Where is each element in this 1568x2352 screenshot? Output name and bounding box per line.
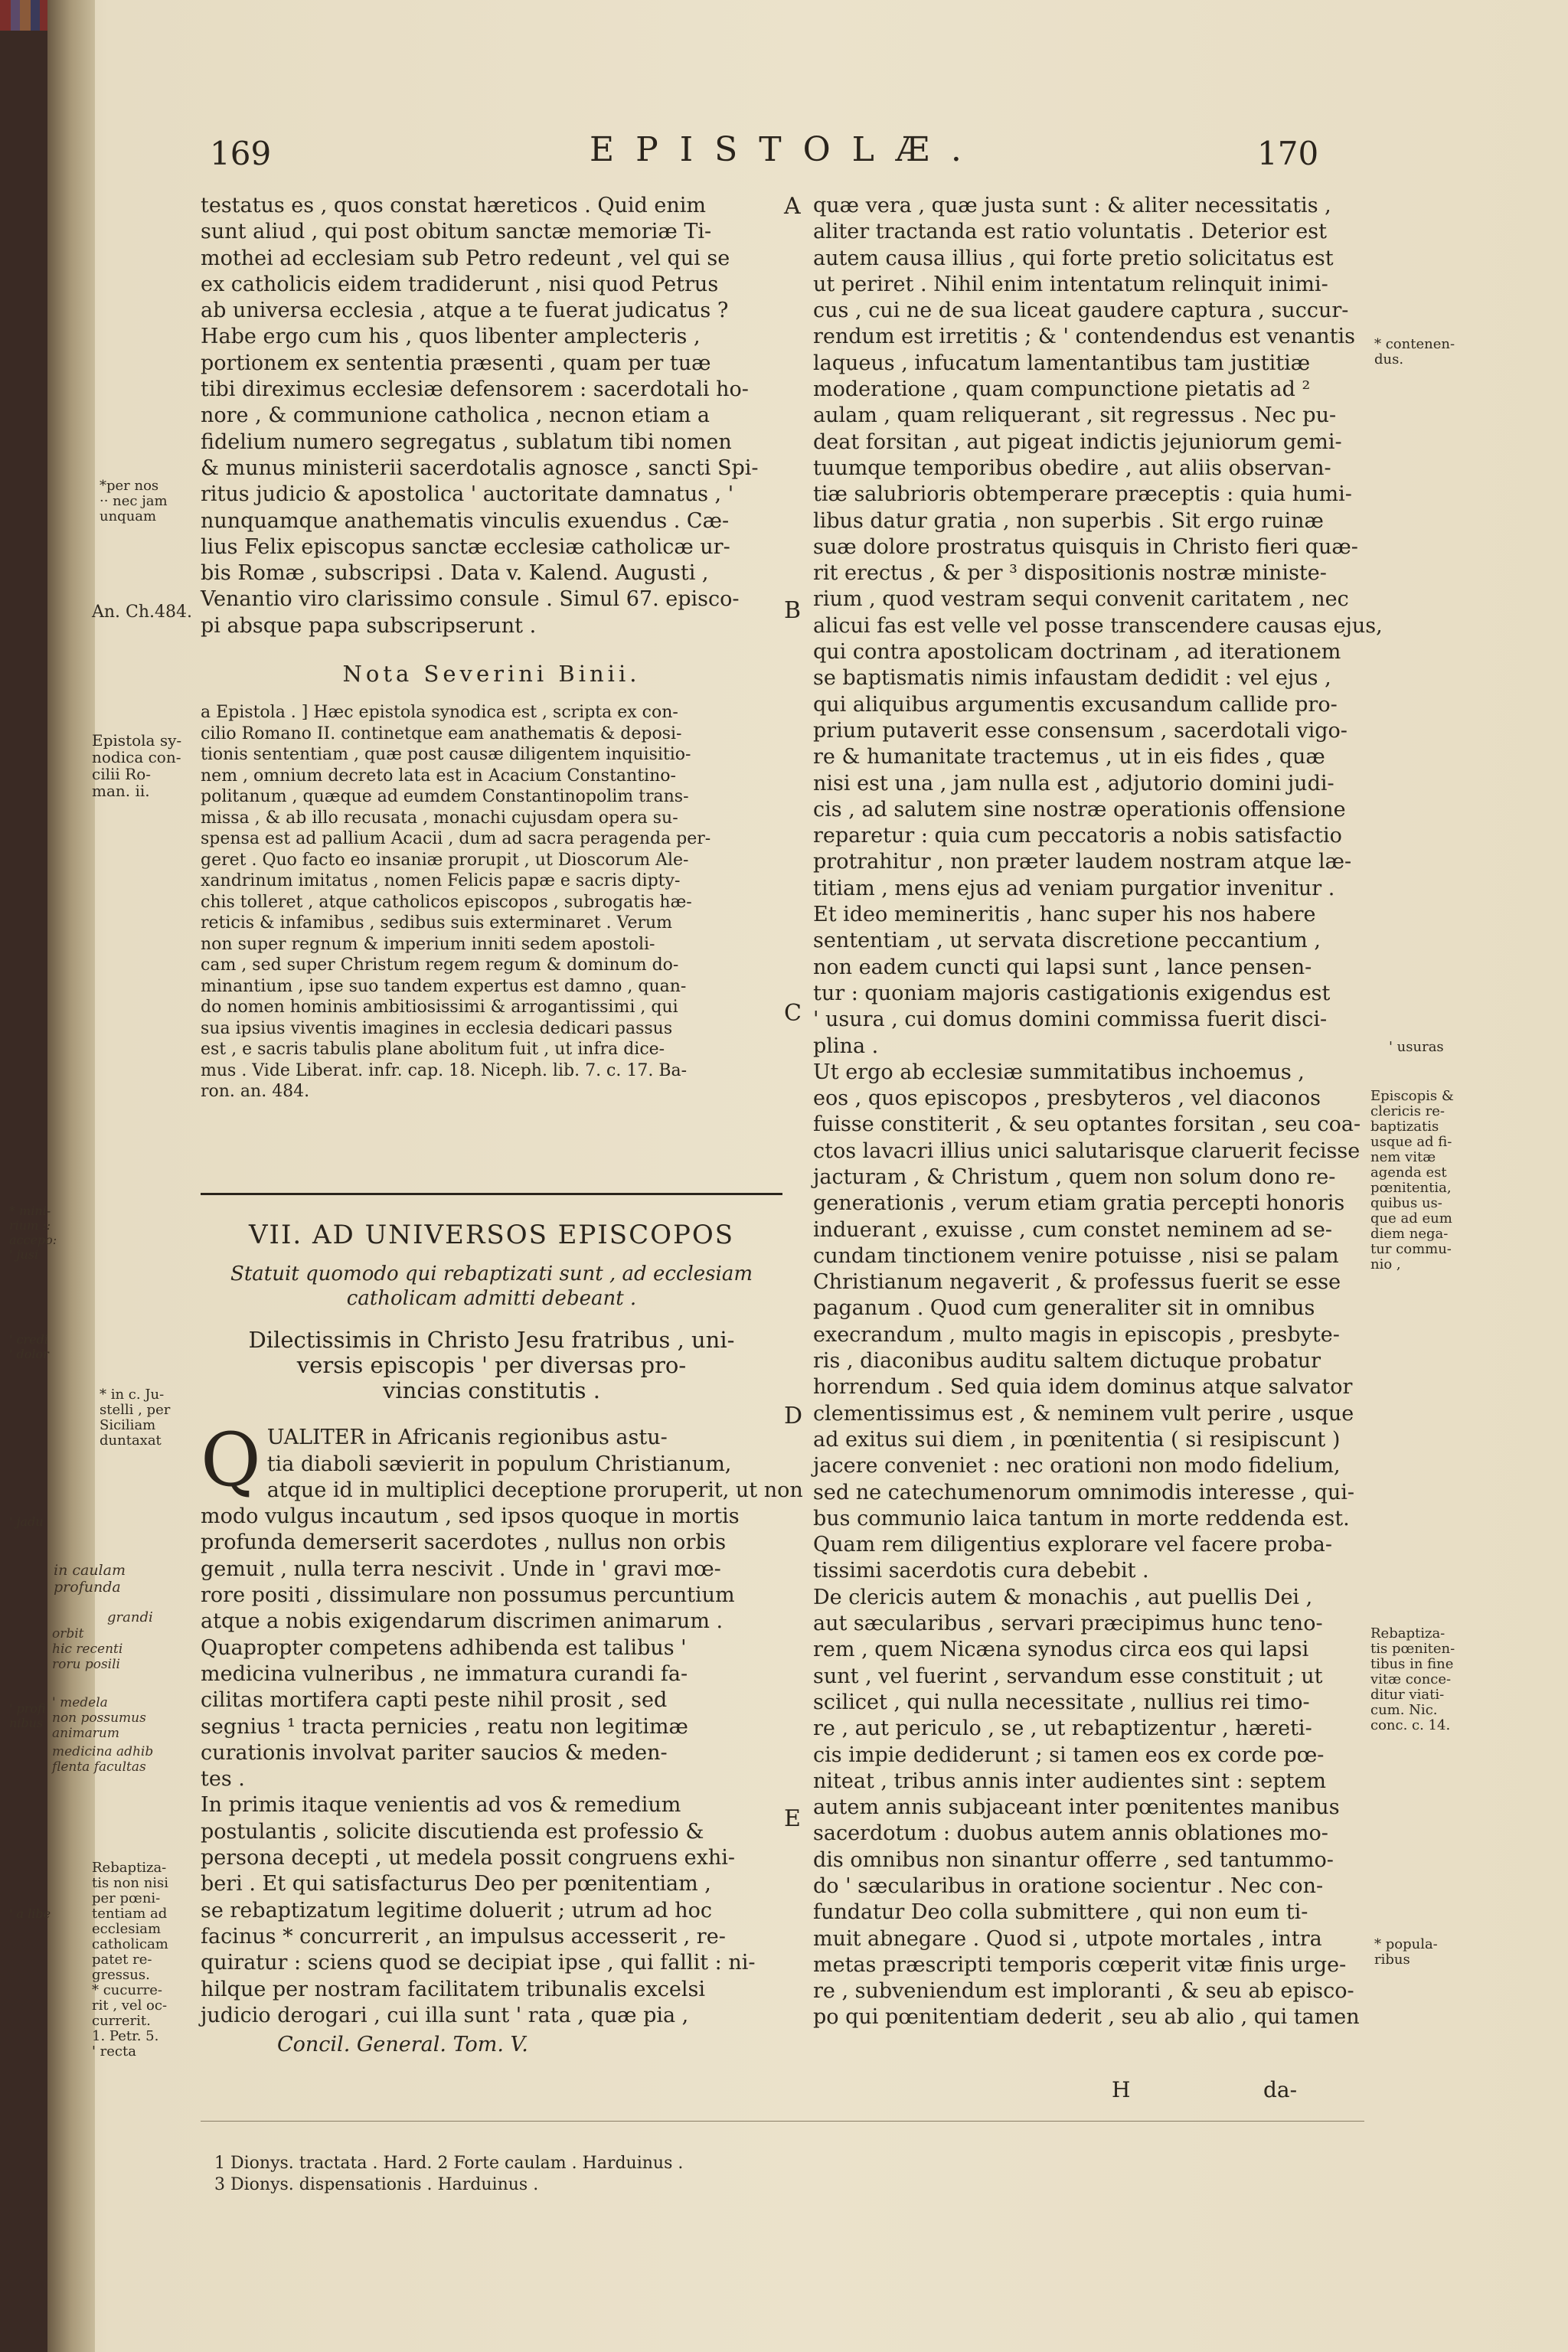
nota-line: est , e sacris tabulis plane abolitum fuit , ut infra dice- (201, 1040, 665, 1060)
text-line: nore , & communione catholica , necnon etiam a (201, 403, 710, 428)
handwritten-note-3: ' jadu (9, 1514, 44, 1529)
text-line: re , subveniendum est imploranti , & seu ab episco- (813, 1979, 1354, 2004)
margin-note-rebaptizatis: Rebaptiza- tis non nisi per pœni- tentiam ad ecclesiam catholicam patet re- gressus. * cucurre- rit , vel oc- currerit. 1. Petr. 5. ' recta (92, 1860, 169, 2060)
text-line: tibi direximus ecclesiæ defensorem : sacerdotali ho- (201, 377, 749, 402)
margin-note-contenendus: * contenen- dus. (1374, 336, 1455, 368)
text-line: do ' sæcularibus in oratione socientur . Nec con- (813, 1874, 1324, 1898)
text-line: De clericis autem & monachis , aut puellis Dei , (813, 1585, 1313, 1609)
body-line: In primis itaque venientis ad vos & remedium (201, 1793, 681, 1818)
right-column-text (813, 193, 1383, 2031)
letter-body (201, 1417, 803, 2029)
nota-line: geret . Quo facto eo insaniæ prorupit , ut Dioscorum Ale- (201, 850, 689, 870)
text-line: cus , cui ne de sua liceat gaudere captura , succur- (813, 299, 1349, 323)
handwritten-note-5: grandi (107, 1609, 153, 1625)
body-line: modo vulgus incautum , sed ipsos quoque in mortis (201, 1504, 740, 1529)
text-line: qui contra apostolicam doctrinam , ad iterationem (813, 640, 1341, 665)
body-line: rore positi , dissimulare non possumus percuntium (201, 1583, 735, 1608)
page-number-right: 170 (1257, 135, 1319, 172)
handwritten-note-8: medicina adhib flenta facultas (52, 1744, 154, 1775)
summary-line: Statuit quomodo qui rebaptizati sunt , ad ecclesiam (230, 1263, 753, 1286)
text-line: nisi est una , jam nulla est , adjutorio domini judi- (813, 771, 1334, 795)
text-line: bus communio laica tantum in morte reddenda est. (813, 1506, 1350, 1530)
text-line: ' usura , cui domus domini commissa fuerit disci- (813, 1008, 1328, 1032)
center-letter-c: C (784, 1000, 802, 1027)
text-line: autem annis subjaceant inter pœnitentes manibus (813, 1795, 1340, 1820)
text-line: pi absque papa subscripserunt . (201, 613, 537, 638)
text-line: eos , quos episcopos , presbyteros , vel diaconos (813, 1086, 1321, 1111)
section-heading: VII. AD UNIVERSOS EPISCOPOS (248, 1220, 735, 1250)
nota-line: cilio Romano II. continetque eam anathematis & deposi- (201, 724, 682, 743)
text-line: re , aut periculo , se , ut rebaptizentur , hæreti- (813, 1717, 1312, 1741)
body-line: quiratur : sciens quod se decipiat ipse , qui fallit : ni- (201, 1951, 756, 1975)
nota-line: nem , omnium decreto lata est in Acacium Constantino- (201, 766, 676, 786)
text-line: niteat , tribus annis inter audientes sint : septem (813, 1769, 1326, 1793)
catchword: da- (1263, 2077, 1298, 2102)
address-line: versis episcopis ' per diversas pro- (296, 1352, 687, 1379)
volume-signature: Concil. General. Tom. V. (277, 2033, 528, 2057)
text-line: bis Romæ , subscripsi . Data v. Kalend. Augusti , (201, 561, 709, 586)
text-line: re & humanitate tractemus , ut in eis fides , quæ (813, 745, 1325, 769)
text-line: & munus ministerii sacerdotalis agnosce , sancti Spi- (201, 456, 759, 480)
text-line: plina . (813, 1034, 879, 1058)
center-letter-d: D (784, 1403, 803, 1429)
text-line: fidelium numero segregatus , sublatum tibi nomen (201, 430, 732, 454)
margin-note-justelli: * in c. Ju- stelli , per Siciliam duntaxat (100, 1387, 171, 1449)
margin-note-epistola: Epistola sy- nodica con- cilii Ro- man. ii. (92, 731, 182, 800)
left-column (201, 193, 782, 1102)
footnote-rule (201, 2121, 1364, 2122)
text-line: se baptismatis nimis infaustam dedidit : vel ejus , (813, 666, 1331, 691)
nota-text (201, 702, 782, 1102)
text-line: non eadem cuncti qui lapsi sunt , lance pensen- (813, 955, 1312, 979)
letter-body-lines (201, 1417, 803, 2029)
footnote-line-1: 1 Dionys. tractata . Hard. 2 Forte caulam . Harduinus . (214, 2154, 684, 2173)
body-line: cilitas mortifera capti peste nihil prosit , sed (201, 1688, 668, 1713)
text-line: Ut ergo ab ecclesiæ summitatibus inchoemus , (813, 1060, 1305, 1084)
text-line: ris , diaconibus auditu saltem dictuque probatur (813, 1349, 1321, 1374)
nota-line: mus . Vide Liberat. infr. cap. 18. Niceph. lib. 7. c. 17. Ba- (201, 1060, 688, 1080)
nota-line: spensa est ad pallium Acacii , dum ad sacra peragenda per- (201, 829, 711, 849)
text-line: Quam rem diligentius explorare vel facere proba- (813, 1533, 1332, 1557)
body-line: beri . Et qui satisfacturus Deo per pœnitentiam , (201, 1872, 711, 1896)
drop-capital: Q (201, 1417, 261, 1504)
text-line: portionem ex sententia præsenti , quam per tuæ (201, 351, 711, 375)
text-line: ctos lavacri illius unici salutarisque claruerit fecisse (813, 1138, 1361, 1163)
text-line: sunt aliud , qui post obitum sanctæ memoriæ Ti- (201, 220, 712, 244)
text-line: Et ideo memineritis , hanc super his nos habere (813, 903, 1316, 927)
body-line: gemuit , nulla terra nescivit . Unde in ' gravi mœ- (201, 1557, 721, 1581)
text-line: paganum . Quod cum generaliter sit in omnibus (813, 1296, 1315, 1321)
text-line: po qui pœnitentiam dederit , seu ab alio , qui tamen (813, 2005, 1360, 2030)
body-line: segnius ¹ tracta pernicies , reatu non legitimæ (201, 1714, 688, 1739)
nota-line: non super regnum & imperium inniti sedem apostoli- (201, 934, 655, 954)
text-line: qui aliquibus argumentis excusandum callide pro- (813, 692, 1338, 717)
left-top-text (201, 193, 782, 639)
center-letter-b: B (784, 597, 802, 624)
body-line: atque id in multiplici deceptione proruperit, ut non (266, 1478, 803, 1502)
body-line: profunda demerserit sacerdotes , nullus non orbis (201, 1530, 727, 1555)
text-line: lius Felix episcopus sanctæ ecclesiæ catholicæ ur- (201, 534, 730, 559)
text-line: libus datur gratia , non superbis . Sit ergo ruinæ (813, 508, 1324, 533)
body-line: se rebaptizatum legitime doluerit ; utrum ad hoc (201, 1898, 713, 1922)
body-line: hilque per nostram facilitatem tribunalis excelsi (201, 1977, 705, 2001)
nota-line: a Epistola . ] Hæc epistola synodica est , scripta ex con- (201, 703, 678, 723)
margin-note-per-nos: *per nos ·· nec jam unquam (100, 478, 168, 524)
text-line: jacturam , & Christum , quem non solum dono re- (813, 1165, 1336, 1189)
nota-line: tionis sententiam , quæ post causæ diligentem inquisitio- (201, 745, 691, 765)
nota-line: politanum , quæque ad eumdem Constantinopolim trans- (201, 787, 689, 807)
address-line: vincias constitutis . (382, 1377, 600, 1404)
body-line: curationis involvat pariter saucios & meden- (201, 1740, 668, 1765)
text-line: testatus es , quos constat hæreticos . Quid enim (201, 194, 707, 217)
text-line: reparetur : quia cum peccatoris a nobis satisfactio (813, 824, 1342, 848)
text-line: suæ dolore prostratus quisquis in Christo fieri quæ- (813, 534, 1358, 559)
margin-note-rebaptizatis-poenitentibus: Rebaptiza- tis pœniten- tibus in fine vitæ conce- ditur viati- cum. Nic. conc. c. 14. (1370, 1625, 1455, 1733)
text-line: cis impie dediderunt ; si tamen eos ex corde pœ- (813, 1743, 1325, 1767)
text-line: metas præscripti temporis cœperit vitæ finis urge- (813, 1952, 1347, 1977)
nota-line: reticis & infamibus , sedibus suis exterminaret . Verum (201, 913, 673, 933)
body-line: UALITER in Africanis regionibus astu- (266, 1426, 668, 1450)
text-line: cis , ad salutem sine nostræ operationis offensione (813, 797, 1346, 822)
text-line: ritus judicio & apostolica ' auctoritate damnatus , ' (201, 482, 734, 507)
nota-line: sua ipsius viventis imagines in ecclesia dedicari passus (201, 1018, 673, 1038)
text-line: fuisse constiterit , & seu optantes forsitan , seu coa- (813, 1112, 1361, 1137)
nota-line: xandrinum imitatus , nomen Felicis papæ e sacris dipty- (201, 871, 681, 891)
section-rule (201, 1193, 782, 1195)
text-line: moderatione , quam compunctione pietatis ad ² (813, 377, 1311, 402)
text-line: ut periret . Nihil enim intentatum relinquit inimi- (813, 272, 1328, 296)
text-line: sunt , vel fuerint , servandum esse constituit ; ut (813, 1664, 1323, 1688)
text-line: rem , quem Nicæna synodus circa eos qui lapsi (813, 1638, 1309, 1662)
handwritten-note-2: ' credi ' dolor (9, 1332, 49, 1361)
signature-mark: H (1112, 2077, 1131, 2102)
text-line: Christianum negaverit , & professus fuerit se esse (813, 1270, 1341, 1295)
body-line: judicio derogari , cui illa sunt ' rata , quæ pia , (201, 2003, 689, 2027)
text-line: sententiam , ut servata discretione peccantium , (813, 929, 1321, 953)
text-line: jacere conveniet : nec orationi non modo fidelium, (813, 1454, 1341, 1478)
margin-note-usuras: ' usuras (1389, 1039, 1444, 1055)
margin-note-year: An. Ch.484. (92, 603, 193, 622)
body-line: medicina vulneribus , ne immatura curandi fa- (201, 1661, 688, 1686)
text-line: rium , quod vestram sequi convenit caritatem , nec (813, 587, 1349, 612)
page-gutter (47, 0, 95, 2352)
page-number-left: 169 (210, 135, 272, 172)
handwritten-note-4: in caulam profunda (54, 1562, 126, 1596)
text-line: deat forsitan , aut pigeat indictis jejuniorum gemi- (813, 430, 1342, 454)
text-line: ex catholicis eidem tradiderunt , nisi quod Petrus (201, 272, 719, 296)
center-letter-a: A (784, 193, 801, 220)
handwritten-note-6: orbit hic recenti roru posili (52, 1626, 123, 1672)
text-line: muit abnegare . Quod si , utpote mortales , intra (813, 1926, 1322, 1951)
text-line: nunquamque anathematis vinculis exuendus . Cæ- (201, 508, 730, 533)
body-line: tia diaboli sævierit in populum Christianum, (266, 1452, 732, 1476)
body-line: tes . (201, 1767, 245, 1792)
footnote-line-2: 3 Dionys. dispensationis . Harduinus . (214, 2175, 539, 2194)
body-line: Quapropter competens adhibenda est talibus ' (201, 1635, 687, 1660)
text-line: sacerdotum : duobus autem annis oblationes mo- (813, 1821, 1328, 1846)
book-page (9, 0, 1568, 2352)
text-line: execrandum , multo magis in episcopis , presbyte- (813, 1322, 1340, 1347)
text-line: aliter tractanda est ratio voluntatis . Deterior est (813, 220, 1327, 244)
text-line: aut sæcularibus , servari præcipimus hunc teno- (813, 1612, 1323, 1636)
summary-line: catholicam admitti debeant . (346, 1287, 637, 1311)
nota-line: chis tolleret , atque catholicos episcopos , subrogatis hæ- (201, 892, 692, 912)
nota-line: minantium , ipse suo tandem expertus est damno , quan- (201, 976, 687, 996)
body-line: postulantis , solicite discutienda est professio & (201, 1819, 704, 1844)
text-line: prium putaverit esse consensum , sacerdotali vigo- (813, 718, 1348, 743)
text-line: autem causa illius , qui forte pretio solicitatus est (813, 246, 1334, 270)
text-line: induerant , exuisse , cum constet neminem ad se- (813, 1217, 1332, 1242)
text-line: tiæ salubrioris obtemperare præceptis : quia humi- (813, 482, 1352, 507)
section-summary (201, 1262, 782, 1311)
text-line: tissimi sacerdotis cura debebit . (813, 1559, 1149, 1583)
text-line: horrendum . Sed quia idem dominus atque salvator (813, 1375, 1353, 1400)
text-line: protrahitur , non præter laudem nostram atque læ- (813, 850, 1352, 874)
handwritten-note-7: ' medela non possumus animarum (52, 1695, 146, 1741)
nota-line: missa , & ab illo recusata , monachi cujusdam opera su- (201, 808, 678, 828)
handwritten-note-1: * mini- rium :: accepo: ' jusi (9, 1204, 57, 1262)
text-line: aulam , quam reliquerant , sit regressus . Nec pu- (813, 403, 1337, 428)
text-line: Venantio viro clarissimo consule . Simul 67. episco- (201, 587, 740, 612)
letter-address (201, 1328, 782, 1403)
text-line: titiam , mens ejus ad veniam purgatior invenitur . (813, 876, 1335, 900)
text-line: mothei ad ecclesiam sub Petro redeunt , vel qui se (201, 246, 730, 270)
nota-line: cam , sed super Christum regem regum & dominum do- (201, 956, 679, 975)
text-line: generationis , verum etiam gratia percepti honoris (813, 1191, 1345, 1216)
text-line: dis omnibus non sinantur offerre , sed tantummo- (813, 1847, 1334, 1872)
text-line: fundatur Deo colla submittere , qui non eum ti- (813, 1900, 1308, 1925)
nota-title: Nota Severini Binii. (342, 661, 641, 688)
left-column-section (201, 1220, 803, 2058)
body-line: atque a nobis exigendarum discrimen animarum . (201, 1609, 724, 1634)
text-line: rit erectus , & per ³ dispositionis nostræ ministe- (813, 561, 1327, 586)
center-letter-e: E (784, 1805, 801, 1832)
nota-line: do nomen hominis ambitiosissimi & arrogantissimi , qui (201, 998, 678, 1018)
text-line: rendum est irretitis ; & ' contendendus est venantis (813, 325, 1355, 349)
body-line: facinus * concurrerit , an impulsus accesserit , re- (201, 1924, 726, 1949)
text-line: cundam tinctionem venire potuisse , nisi se palam (813, 1243, 1339, 1268)
margin-note-popularibus: * popula- ribus (1374, 1936, 1438, 1968)
text-line: ab universa ecclesia , atque a te fuerat judicatus ? (201, 299, 729, 323)
nota-line: ron. an. 484. (201, 1082, 310, 1102)
address-line: Dilectissimis in Christo Jesu fratribus , uni- (248, 1327, 735, 1354)
text-line: ad exitus sui diem , in pœnitentia ( si resipiscunt ) (813, 1427, 1341, 1452)
text-line: clementissimus est , & neminem vult perire , usque (813, 1401, 1354, 1426)
body-line: persona decepti , ut medela possit congruens exhi- (201, 1846, 736, 1870)
handwritten-note-9: ' profi nibus (9, 1701, 46, 1730)
text-line: laqueus , infucatum lamentantibus tam justitiæ (813, 351, 1311, 375)
handwritten-note-10: ' a libe (9, 1906, 51, 1921)
running-title: EPISTOLÆ. (590, 130, 983, 169)
text-line: Habe ergo cum his , quos libenter amplecteris , (201, 325, 701, 349)
margin-note-episcopis: Episcopis & clericis re- baptizatis usque ad fi- nem vitæ agenda est pœnitentia, quibus us- que ad eum diem nega- tur commu- nio , (1370, 1088, 1454, 1272)
text-line: scilicet , qui nulla necessitate , nullius rei timo- (813, 1690, 1310, 1714)
text-line: quæ vera , quæ justa sunt : & aliter necessitatis , (813, 194, 1331, 217)
text-line: sed ne catechumenorum omnimodis interesse , qui- (813, 1480, 1355, 1504)
text-line: alicui fas est velle vel posse transcendere causas ejus, (813, 613, 1383, 638)
text-line: tuumque temporibus obedire , aut aliis observan- (813, 456, 1331, 480)
right-column (813, 193, 1383, 2031)
text-line: tur : quoniam majoris castigationis exigendus est (813, 981, 1331, 1005)
